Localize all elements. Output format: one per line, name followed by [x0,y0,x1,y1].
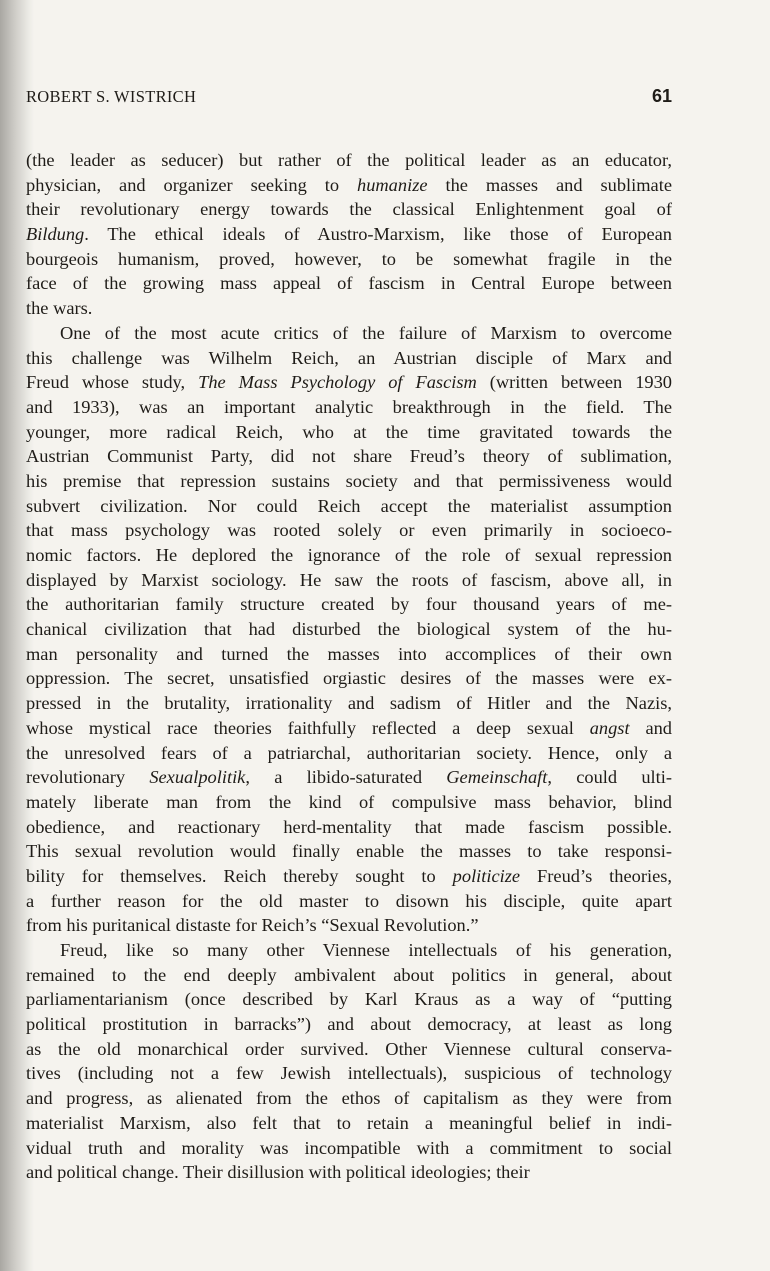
italic-run: humanize [357,174,428,195]
paragraph [26,148,672,321]
text-run: their revolutionary energy towards the classical Enlightenment goal of [26,199,672,220]
text-run: and 1933), was an important analytic breakthrough in the field. The [26,396,672,417]
text-run: parliamentarianism (once described by Karl Kraus as a way of “putting [26,989,672,1010]
text-run: face of the growing mass appeal of fascism in Central Europe between [26,273,672,294]
text-run: . The ethical ideals of Austro-Marxism, like those of European [84,224,672,245]
text-line [26,1160,672,1185]
text-run: vidual truth and morality was incompatible with a commitment to social [26,1137,672,1158]
text-run: bourgeois humanism, proved, however, to be somewhat fragile in the [26,248,672,269]
text-run: materialist Marxism, also felt that to retain a meaningful belief in indi- [26,1112,672,1133]
text-run: displayed by Marxist sociology. He saw the roots of fascism, above all, in [26,569,672,590]
italic-run: Gemeinschaft [446,767,548,788]
paragraph [26,938,672,1185]
text-run: this challenge was Wilhelm Reich, an Austrian disciple of Marx and [26,347,672,368]
text-line [26,346,672,371]
italic-run: angst [589,717,630,738]
text-line [26,271,672,296]
text-run: mately liberate man from the kind of compulsive mass behavior, blind [26,791,672,812]
text-line [26,765,672,790]
text-line [26,296,672,321]
text-line [26,197,672,222]
running-head-author: ROBERT S. WISTRICH [26,87,197,106]
text-run: oppression. The secret, unsatisfied orgiastic desires of the masses were ex- [26,668,672,689]
italic-run: Bildung [26,224,85,245]
paragraph [26,321,672,938]
text-line [26,1136,672,1161]
text-line [26,741,672,766]
text-run: that mass psychology was rooted solely or even primarily in socioeco- [26,520,672,541]
text-line [26,864,672,889]
text-line [26,222,672,247]
text-line [26,395,672,420]
text-run: the wars. [26,298,93,319]
text-line [26,839,672,864]
text-line [26,469,672,494]
text-run: obedience, and reactionary herd-mentality that made fascism possible. [26,816,672,837]
text-run: remained to the end deeply ambivalent about politics in general, about [26,964,672,985]
text-run: subvert civilization. Nor could Reich accept the materialist assumption [26,495,672,516]
text-line [26,444,672,469]
text-line [26,815,672,840]
italic-run: Sexualpolitik [149,767,246,788]
italic-run: The Mass Psychology of Fascism [198,372,477,393]
text-run: his premise that repression sustains society and that permissiveness would [26,470,672,491]
text-run: , a libido-saturated [245,767,447,788]
text-run: and political change. Their disillusion with political ideologies; their [26,1162,530,1183]
text-line [26,1111,672,1136]
text-run: (written between 1930 [476,372,672,393]
text-run: nomic factors. He deplored the ignorance of the role of sexual repression [26,545,672,565]
text-line [26,370,672,395]
text-run: the masses and sublimate [427,174,672,195]
text-line [26,716,672,741]
text-run: , could ulti- [547,767,672,788]
text-run: younger, more radical Reich, who at the time gravitated towards the [26,421,672,442]
text-run: a further reason for the old master to disown his disciple, quite apart [26,890,672,911]
text-run: tives (including not a few Jewish intellectuals), suspicious of technology [26,1063,672,1084]
text-run: physician, and organizer seeking to [26,174,358,195]
text-run: bility for themselves. Reich thereby sought to [26,865,453,886]
text-run: and progress, as alienated from the ethos of capitalism as they were from [26,1088,672,1109]
text-run: Freud, like so many other Viennese intellectuals of his generation, [60,940,672,960]
text-run: This sexual revolution would finally enable the masses to take responsi- [26,841,672,862]
text-line [26,1061,672,1086]
text-run: Freud whose study, [26,372,199,393]
text-run: chanical civilization that had disturbed the biological system of the hu- [26,619,672,640]
text-line [26,913,672,938]
text-run: whose mystical race theories faithfully reflected a deep sexual [26,717,590,738]
text-run: Freud’s theories, [520,865,672,886]
text-line [26,173,672,198]
text-run: the authoritarian family structure created by four thousand years of me- [26,594,672,615]
text-line [26,617,672,642]
text-run: man personality and turned the masses into accomplices of their own [26,643,672,664]
italic-run: politicize [452,865,521,886]
text-line [26,889,672,914]
text-line [26,938,672,963]
text-run: Austrian Communist Party, did not share Freud’s theory of sublimation, [26,446,672,467]
text-line [26,247,672,272]
text-line [26,518,672,543]
text-line [26,1037,672,1062]
text-line [26,691,672,716]
text-line [26,1086,672,1111]
text-run: and [629,717,672,738]
text-run: political prostitution in barracks”) and about democracy, at least as long [26,1014,672,1035]
text-line [26,148,672,173]
text-line [26,987,672,1012]
text-run: as the old monarchical order survived. Other Viennese cultural conserva- [26,1038,672,1059]
text-line [26,1012,672,1037]
text-line [26,568,672,593]
text-run: revolutionary [26,767,150,788]
running-head [26,86,672,107]
text-line [26,642,672,667]
text-line [26,543,672,568]
text-run: (the leader as seducer) but rather of the political leader as an educator, [26,150,672,170]
text-line [26,592,672,617]
text-line [26,963,672,988]
text-run: pressed in the brutality, irrationality and sadism of Hitler and the Nazis, [26,693,672,714]
text-run: from his puritanical distaste for Reich’s “Sexual Revolution.” [26,915,479,936]
text-line [26,666,672,691]
page-number: 61 [651,86,672,106]
text-run: One of the most acute critics of the failure of Marxism to overcome [60,322,672,343]
text-line [26,790,672,815]
text-line [26,420,672,445]
text-line [26,494,672,519]
text-line [26,321,672,346]
body-text [26,148,672,1185]
text-run: the unresolved fears of a patriarchal, authoritarian society. Hence, only a [26,742,672,763]
